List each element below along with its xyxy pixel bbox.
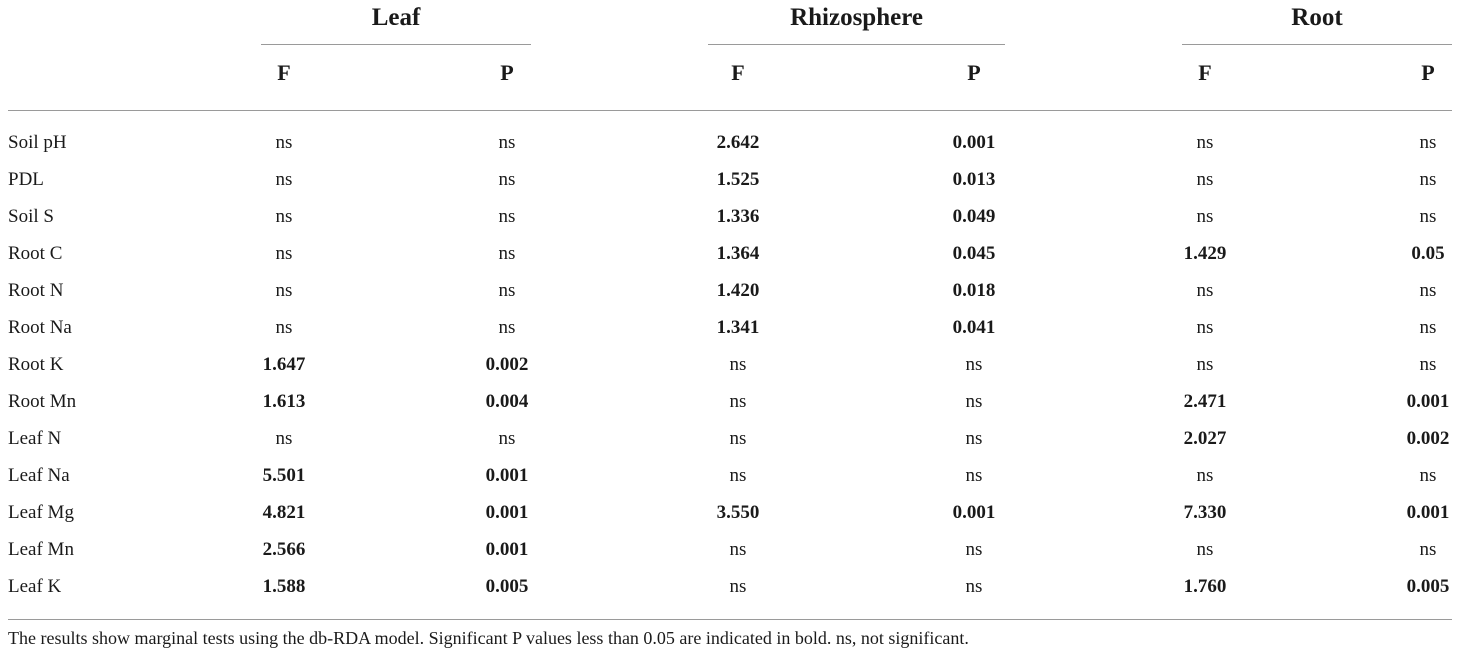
table-cell: ns xyxy=(1419,132,1437,153)
table-cell: ns xyxy=(275,206,293,227)
table-row xyxy=(0,420,1460,457)
table-cell: 0.002 xyxy=(485,354,529,375)
table-cell: ns xyxy=(729,354,747,375)
table-cell: ns xyxy=(1419,317,1437,338)
table-cell: 1.525 xyxy=(716,169,760,190)
table-cell: 0.045 xyxy=(952,243,996,264)
table-cell: ns xyxy=(1196,206,1214,227)
group-header-root: Root xyxy=(1291,4,1343,31)
subheader-leaf-f: F xyxy=(277,60,291,85)
table-cell: ns xyxy=(275,169,293,190)
row-label: Root K xyxy=(8,354,64,375)
table-cell: ns xyxy=(1419,354,1437,375)
subheader-leaf-p: P xyxy=(500,60,514,85)
group-underline-rhizosphere xyxy=(708,44,1005,45)
row-label: Soil S xyxy=(8,206,54,227)
table-cell: 0.001 xyxy=(952,132,996,153)
row-label: Soil pH xyxy=(8,132,67,153)
table-cell: ns xyxy=(729,465,747,486)
table-cell: ns xyxy=(275,317,293,338)
table-cell: ns xyxy=(1419,280,1437,301)
table-cell: ns xyxy=(1419,465,1437,486)
table-cell: ns xyxy=(498,243,516,264)
table-cell: ns xyxy=(498,280,516,301)
row-label: Leaf N xyxy=(8,428,62,449)
group-header-rhizosphere: Rhizosphere xyxy=(790,4,923,31)
table-cell: 2.027 xyxy=(1183,428,1227,449)
table-cell: ns xyxy=(498,428,516,449)
table-cell: ns xyxy=(498,169,516,190)
table-cell: 2.566 xyxy=(262,539,306,560)
table-cell: 0.001 xyxy=(952,502,996,523)
table-cell: ns xyxy=(965,428,983,449)
table-cell: 0.05 xyxy=(1411,243,1445,264)
table-row xyxy=(0,346,1460,383)
table-cell: 0.005 xyxy=(485,576,529,597)
row-label: PDL xyxy=(8,169,44,190)
table-cell: 1.429 xyxy=(1183,243,1227,264)
row-label: Root Na xyxy=(8,317,72,338)
table-row xyxy=(0,124,1460,161)
table-cell: 2.471 xyxy=(1183,391,1227,412)
row-label: Leaf K xyxy=(8,576,62,597)
table-cell: 1.420 xyxy=(716,280,760,301)
table-cell: 0.001 xyxy=(485,502,529,523)
table-cell: 0.041 xyxy=(952,317,996,338)
table-cell: 7.330 xyxy=(1183,502,1227,523)
table-cell: ns xyxy=(1196,465,1214,486)
table-row xyxy=(0,531,1460,568)
table-cell: ns xyxy=(1196,539,1214,560)
table-cell: 0.004 xyxy=(485,391,529,412)
table-row xyxy=(0,161,1460,198)
group-header-leaf: Leaf xyxy=(371,4,421,31)
subheader-rhizosphere-p: P xyxy=(967,60,981,85)
table-row xyxy=(0,235,1460,272)
table-row xyxy=(0,457,1460,494)
table-cell: 0.049 xyxy=(952,206,996,227)
row-label: Leaf Mg xyxy=(8,502,74,523)
table-row xyxy=(0,568,1460,605)
table-cell: ns xyxy=(1419,539,1437,560)
row-label: Root Mn xyxy=(8,391,77,412)
row-label: Root N xyxy=(8,280,64,301)
table-cell: ns xyxy=(1419,206,1437,227)
row-label: Leaf Na xyxy=(8,465,70,486)
table-cell: 0.001 xyxy=(485,539,529,560)
group-underline-root xyxy=(1182,44,1452,45)
table-cell: 1.588 xyxy=(262,576,306,597)
table-cell: ns xyxy=(498,132,516,153)
row-label: Root C xyxy=(8,243,63,264)
table-cell: 0.005 xyxy=(1406,576,1450,597)
row-label: Leaf Mn xyxy=(8,539,74,560)
table-cell: 1.613 xyxy=(262,391,306,412)
table-row xyxy=(0,494,1460,531)
table-row xyxy=(0,198,1460,235)
table-cell: 3.550 xyxy=(716,502,760,523)
bottom-rule xyxy=(8,619,1452,620)
table-cell: ns xyxy=(965,539,983,560)
table-cell: ns xyxy=(275,243,293,264)
table-cell: ns xyxy=(498,317,516,338)
subheader-root-f: F xyxy=(1198,60,1212,85)
table-cell: 2.642 xyxy=(716,132,760,153)
table-cell: ns xyxy=(965,465,983,486)
table-row xyxy=(0,272,1460,309)
table-cell: ns xyxy=(275,280,293,301)
table-cell: ns xyxy=(275,428,293,449)
table-cell: 0.018 xyxy=(952,280,996,301)
table-cell: ns xyxy=(1196,280,1214,301)
table-cell: 1.341 xyxy=(716,317,760,338)
table-cell: 0.001 xyxy=(1406,502,1450,523)
table-cell: ns xyxy=(498,206,516,227)
subheader-rhizosphere-f: F xyxy=(731,60,745,85)
table-cell: ns xyxy=(1419,169,1437,190)
table-cell: 4.821 xyxy=(262,502,306,523)
table-row xyxy=(0,309,1460,346)
table-row xyxy=(0,383,1460,420)
table-cell: 0.001 xyxy=(1406,391,1450,412)
table-cell: ns xyxy=(1196,354,1214,375)
table-cell: ns xyxy=(965,354,983,375)
table-cell: 5.501 xyxy=(262,465,306,486)
header-rule xyxy=(8,110,1452,111)
table-cell: ns xyxy=(965,576,983,597)
table-cell: ns xyxy=(1196,169,1214,190)
table-cell: 0.002 xyxy=(1406,428,1450,449)
subheader-root-p: P xyxy=(1421,60,1435,85)
table-cell: ns xyxy=(965,391,983,412)
group-underline-leaf xyxy=(261,44,531,45)
table-cell: ns xyxy=(729,576,747,597)
table-cell: 0.001 xyxy=(485,465,529,486)
table-cell: ns xyxy=(729,539,747,560)
table-footnote: The results show marginal tests using the db-RDA model. Significant P values less than 0.05 are indicated in bold. ns, not significant. xyxy=(8,628,969,648)
table-cell: 1.364 xyxy=(716,243,760,264)
table-cell: 0.013 xyxy=(952,169,996,190)
table-cell: ns xyxy=(729,391,747,412)
table-cell: 1.336 xyxy=(716,206,760,227)
table-cell: ns xyxy=(275,132,293,153)
table-cell: ns xyxy=(1196,132,1214,153)
table-cell: ns xyxy=(729,428,747,449)
table-cell: 1.647 xyxy=(262,354,306,375)
table-cell: 1.760 xyxy=(1183,576,1227,597)
table-cell: ns xyxy=(1196,317,1214,338)
